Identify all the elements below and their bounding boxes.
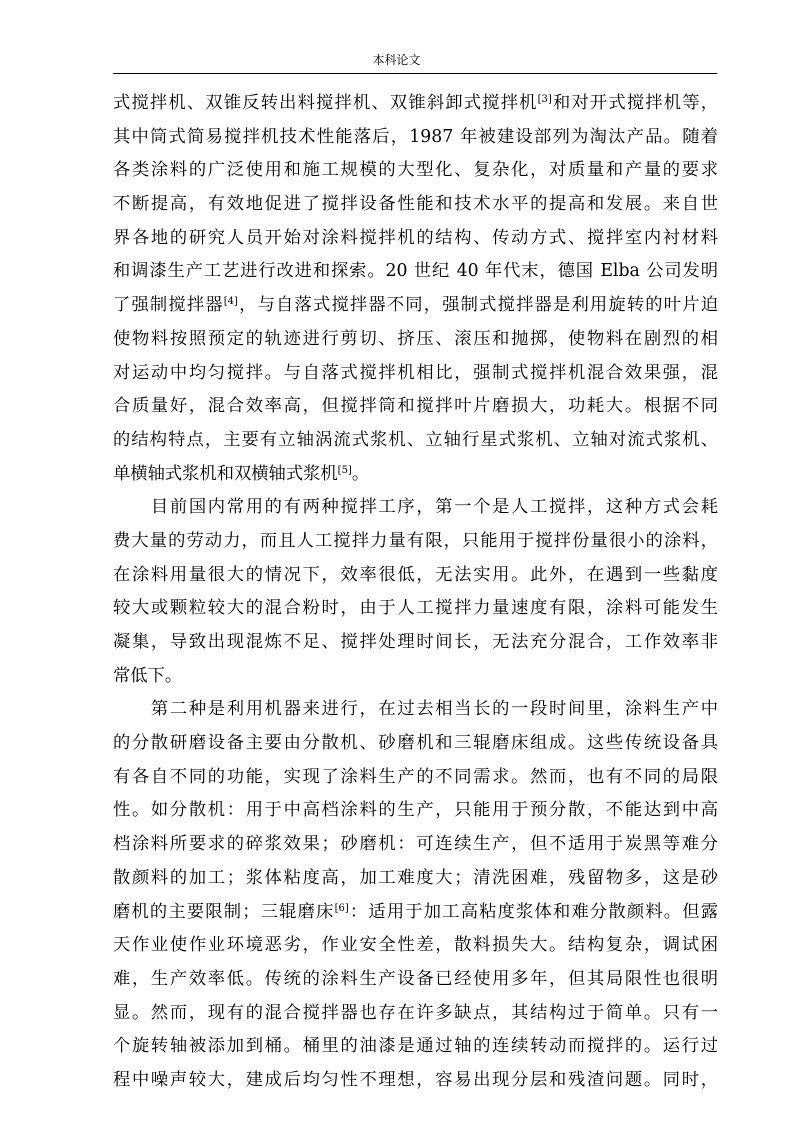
text-line	[113, 424, 718, 458]
text-run: 其中筒式简易搅拌机技术性能落后，1987 年被建设部列为淘汰产品。随着	[113, 126, 718, 147]
text-line	[113, 289, 718, 323]
paragraph-p3	[113, 693, 718, 1097]
paragraph-p1	[113, 87, 718, 491]
text-run: ：适用于加工高粘度浆体和难分散颜料。但露	[348, 901, 718, 922]
text-line	[113, 255, 718, 289]
text-line	[113, 525, 718, 559]
text-run: 的分散研磨设备主要由分散机、砂磨机和三辊磨床组成。这些传统设备具	[113, 733, 718, 754]
citation-ref: [5]	[337, 464, 352, 476]
text-run: 目前国内常用的有两种搅拌工序，第一个是人工搅拌，这种方式会耗	[113, 497, 718, 518]
text-run: 界各地的研究人员开始对涂料搅拌机的结构、传动方式、搅拌室内衬材料	[113, 227, 718, 248]
text-run: 磨机的主要限制；三辊磨床	[113, 901, 335, 922]
text-run: 较大或颗粒较大的混合粉时，由于人工搅拌力量速度有限，涂料可能发生	[113, 598, 718, 619]
text-run: 费大量的劳动力，而且人工搅拌力量有限，只能用于搅拌份量很小的涂料，	[113, 530, 718, 551]
paragraph-p2	[113, 491, 718, 693]
text-run: 凝集，导致出现混炼不足、搅拌处理时间长，无法充分混合，工作效率非	[113, 632, 718, 652]
text-line	[113, 222, 718, 256]
text-line	[113, 862, 718, 896]
citation-ref: [4]	[223, 296, 238, 308]
text-line	[113, 997, 718, 1031]
text-run: 个旋转轴被添加到桶。桶里的油漆是通过轴的连续转动而搅拌的。运行过	[113, 1036, 718, 1057]
text-run: 的结构特点，主要有立轴涡流式浆机、立轴行星式浆机、立轴对流式浆机、	[113, 429, 718, 450]
text-run: 对运动中均匀搅拌。与自落式搅拌机相比，强制式搅拌机混合效果强，混	[113, 362, 718, 383]
text-line	[113, 592, 718, 626]
text-line	[113, 1030, 718, 1064]
text-run: 单横轴式浆机和双横轴式浆机	[113, 463, 338, 484]
text-run: 显。然而，现有的混合搅拌器也存在许多缺点，其结构过于简单。只有一	[113, 1002, 718, 1023]
text-run: 档涂料所要求的碎浆效果；砂磨机：可连续生产，但不适用于炭黑等难分	[113, 834, 718, 855]
text-line	[113, 896, 718, 930]
text-run: 第二种是利用机器来进行，在过去相当长的一段时间里，涂料生产中	[113, 699, 718, 720]
text-line	[113, 188, 718, 222]
text-line	[113, 458, 718, 492]
text-line	[113, 87, 718, 121]
text-run: ，与自落式搅拌器不同，强制式搅拌器是利用旋转的叶片迫	[237, 295, 718, 316]
text-run: 难，生产效率低。传统的涂料生产设备已经使用多年，但其局限性也很明	[113, 968, 718, 989]
text-run: 各类涂料的广泛使用和施工规模的大型化、复杂化，对质量和产量的要求	[113, 160, 718, 181]
text-line	[113, 626, 718, 660]
text-run: 有各自不同的功能，实现了涂料生产的不同需求。然而，也有不同的局限	[113, 766, 718, 787]
text-line	[113, 121, 718, 155]
text-run: 性。如分散机：用于中高档涂料的生产，只能用于预分散，不能达到中高	[113, 800, 718, 821]
text-line	[113, 491, 718, 525]
text-line	[113, 761, 718, 795]
text-line	[113, 727, 718, 761]
text-run: 在涂料用量很大的情况下，效率很低，无法实用。此外，在遇到一些黏度	[113, 564, 718, 585]
header-divider	[113, 73, 717, 74]
text-line	[113, 323, 718, 357]
text-run: 合质量好，混合效率高，但搅拌筒和搅拌叶片磨损大，功耗大。根据不同	[113, 396, 718, 417]
page-header-title: 本科论文	[372, 53, 421, 67]
text-line	[113, 660, 718, 694]
text-line	[113, 828, 718, 862]
text-run: 常低下。	[113, 665, 183, 686]
text-line	[113, 1064, 718, 1098]
text-line	[113, 794, 718, 828]
text-line	[113, 963, 718, 997]
text-run: 。	[351, 463, 370, 484]
text-run: 了强制搅拌器	[113, 295, 224, 316]
text-run: 天作业使作业环境恶劣，作业安全性差，散料损失大。结构复杂，调试困	[113, 935, 718, 956]
text-run: 散颜料的加工；浆体粘度高，加工难度大；清洗困难，残留物多，这是砂	[113, 867, 718, 888]
text-line	[113, 559, 718, 593]
text-run: 式搅拌机、双锥反转出料搅拌机、双锥斜卸式搅拌机	[113, 93, 538, 113]
text-line	[113, 154, 718, 188]
text-run: 和对开式搅拌机等，	[551, 93, 718, 113]
text-run: 和调漆生产工艺进行改进和探索。20 世纪 40 年代末，德国 Elba 公司发明	[113, 261, 718, 282]
text-run: 不断提高，有效地促进了搅拌设备性能和技术水平的提高和发展。来自世	[113, 194, 718, 215]
text-run: 使物料按照预定的轨迹进行剪切、挤压、滚压和抛掷，使物料在剧烈的相	[113, 328, 718, 349]
text-line	[113, 357, 718, 391]
body-text	[113, 87, 718, 1098]
text-run: 程中噪声较大，建成后均匀性不理想，容易出现分层和残渣问题。同时，	[113, 1069, 718, 1090]
text-line	[113, 693, 718, 727]
text-line	[113, 929, 718, 963]
citation-ref: [6]	[334, 902, 349, 914]
citation-ref: [3]	[537, 94, 552, 105]
text-line	[113, 390, 718, 424]
